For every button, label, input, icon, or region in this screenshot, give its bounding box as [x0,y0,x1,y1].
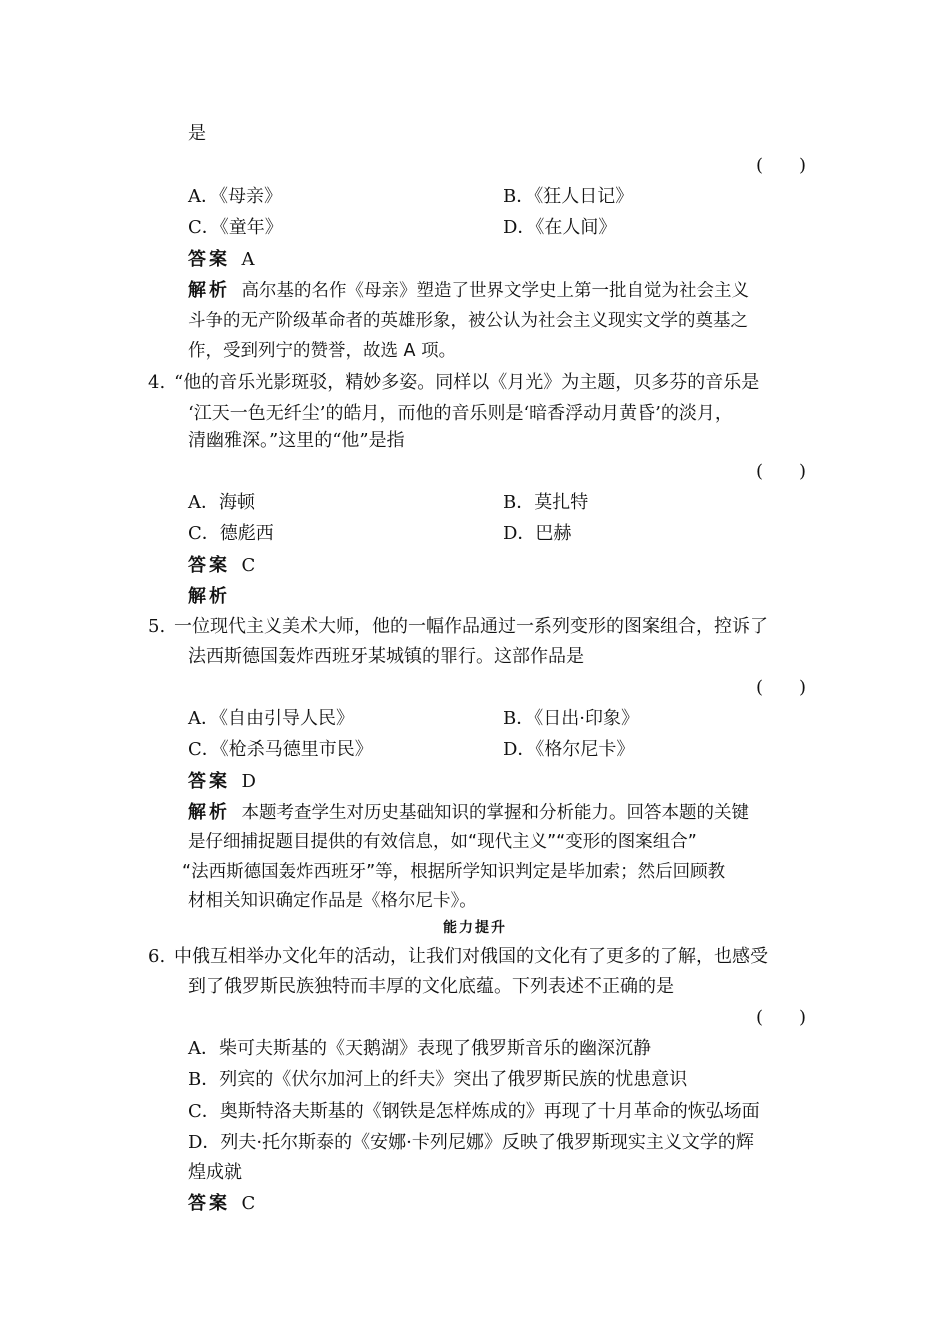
q4-stem-line-3: 清幽雅深。”这里的“他”是指 [188,430,405,451]
q5-explain-line-3: “法西斯德国轰炸西班牙”等，根据所学知识判定是毕加索；然后回顾教 [182,862,726,882]
explain-text: 高尔基的名作《母亲》塑造了世界文学史上第一批自觉为社会主义 [241,281,749,301]
answer-value: C [241,555,256,576]
q5-explain-line-2: 是仔细捕捉题目提供的有效信息，如“现代主义”“变形的图案组合” [188,832,697,852]
q6-answer-paren: ( ) [755,1007,806,1028]
section-title: 能力提升 [443,920,507,936]
q5-explain-line-1 [188,800,749,826]
answer-label: 答案 [188,771,230,792]
q4-option-c: C．德彪西 [188,523,274,544]
q5-number: 5. [148,616,166,637]
q6-option-d: D．列夫·托尔斯泰的《安娜·卡列尼娜》反映了俄罗斯现实主义文学的辉 [188,1132,754,1153]
q5-option-c: C．《枪杀马德里市民》 [188,739,373,760]
q5-explain-line-4: 材相关知识确定作品是《格尔尼卡》。 [188,891,477,911]
answer-label: 答案 [188,555,230,576]
q5-option-d: D．《格尔尼卡》 [503,739,635,760]
q6-stem-line-1: 中俄互相举办文化年的活动，让我们对俄国的文化有了更多的了解，也感受 [174,946,768,967]
q4-answer [188,553,255,579]
q3-option-c: C．《童年》 [188,217,283,238]
q3-option-b: B．《狂人日记》 [503,186,634,207]
q5-option-b: B．《日出·印象》 [503,708,639,729]
explain-label: 解析 [188,280,230,301]
q3-explain-line-2: 斗争的无产阶级革命者的英雄形象，被公认为社会主义现实文学的奠基之 [188,311,748,331]
q4-stem-line-1: “他的音乐光影斑驳，精妙多姿。同样以《月光》为主题，贝多芬的音乐是 [174,372,760,393]
q3-stem-tail: 是 [188,123,206,144]
answer-label: 答案 [188,249,230,270]
answer-value: D [241,771,256,792]
answer-value: C [241,1193,256,1214]
q3-answer [188,247,254,273]
q6-option-b: B．列宾的《伏尔加河上的纤夫》突出了俄罗斯民族的忧患意识 [188,1069,688,1090]
q4-number: 4. [148,372,166,393]
q5-option-a: A．《自由引导人民》 [188,708,354,729]
q6-answer [188,1191,255,1217]
q4-option-a: A．海顿 [188,492,255,513]
q5-answer-paren: ( ) [755,677,806,698]
q6-option-c: C．奥斯特洛夫斯基的《钢铁是怎样炼成的》再现了十月革命的恢弘场面 [188,1101,760,1122]
answer-value: A [241,249,255,270]
q3-option-a: A．《母亲》 [188,186,282,207]
q4-option-b: B．莫扎特 [503,492,589,513]
q4-option-d: D．巴赫 [503,523,572,544]
explain-label: 解析 [188,802,230,823]
q6-option-a: A．柴可夫斯基的《天鹅湖》表现了俄罗斯音乐的幽深沉静 [188,1038,651,1059]
q4-answer-paren: ( ) [755,461,806,482]
q3-answer-paren: ( ) [755,155,806,176]
q6-option-d-continued: 煌成就 [188,1162,242,1183]
q5-answer [188,769,256,795]
q5-stem-line-2: 法西斯德国轰炸西班牙某城镇的罪行。这部作品是 [188,646,584,667]
q5-stem-line-1: 一位现代主义美术大师，他的一幅作品通过一系列变形的图案组合，控诉了 [174,616,768,637]
explain-text: 本题考查学生对历史基础知识的掌握和分析能力。回答本题的关键 [241,803,749,823]
q3-explain-line-1 [188,278,749,304]
q6-number: 6. [148,946,166,967]
q4-stem-line-2: ‘江天一色无纤尘’的皓月，而他的音乐则是‘暗香浮动月黄昏’的淡月， [188,403,733,424]
answer-label: 答案 [188,1193,230,1214]
q3-option-d: D．《在人间》 [503,217,617,238]
q6-stem-line-2: 到了俄罗斯民族独特而丰厚的文化底蕴。下列表述不正确的是 [188,976,674,997]
q3-explain-line-3: 作，受到列宁的赞誉，故选 A 项。 [188,341,457,361]
q4-explain-label: 解析 [188,586,230,607]
